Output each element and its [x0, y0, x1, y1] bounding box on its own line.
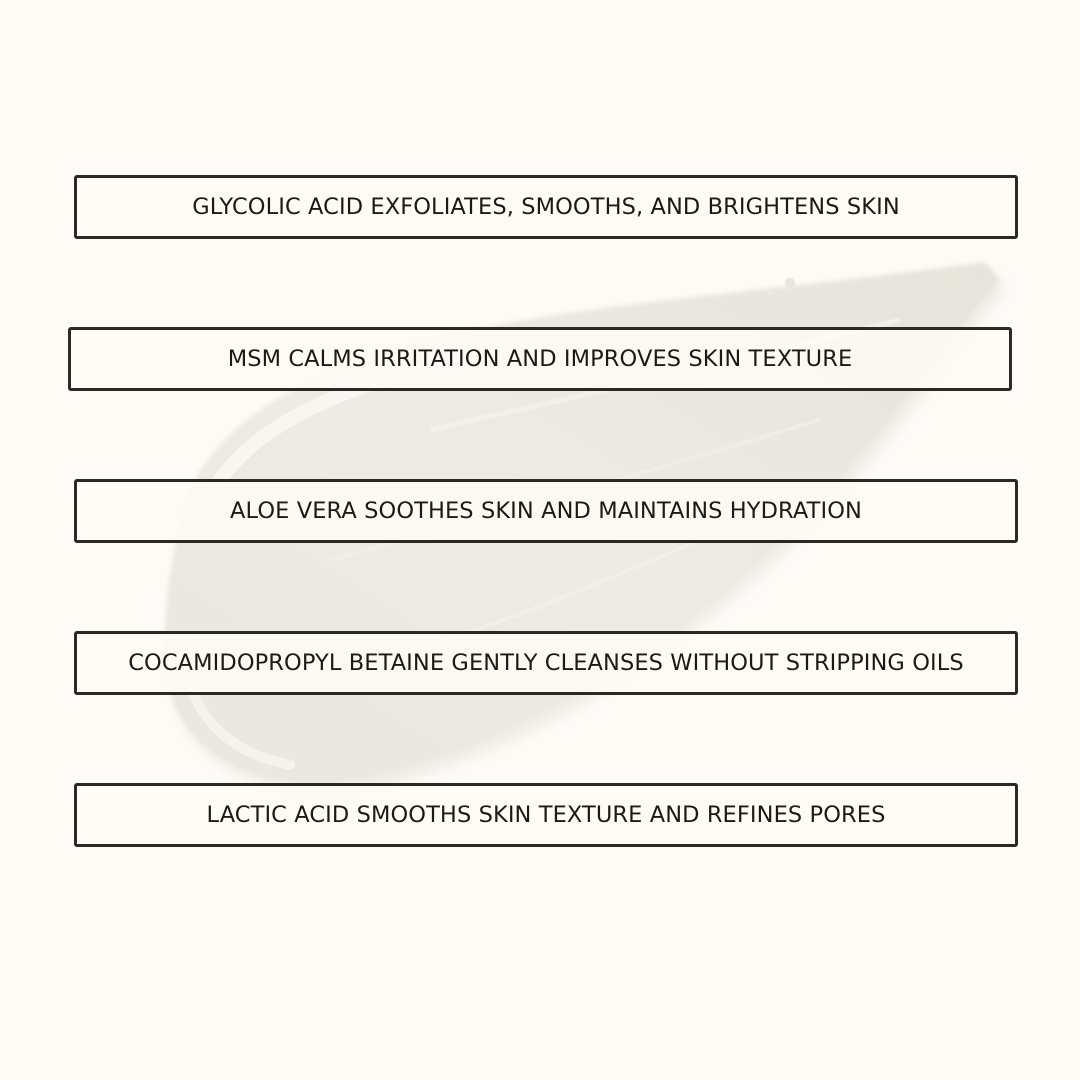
ingredient-box-aloe-vera [74, 479, 1018, 543]
ingredient-text: COCAMIDOPROPYL BETAINE GENTLY CLEANSES WITHOUT STRIPPING OILS [128, 650, 964, 676]
ingredient-box-msm [68, 327, 1012, 391]
ingredient-text: ALOE VERA SOOTHES SKIN AND MAINTAINS HYDRATION [230, 498, 862, 524]
ingredient-box-glycolic-acid [74, 175, 1018, 239]
ingredient-text: GLYCOLIC ACID EXFOLIATES, SMOOTHS, AND BRIGHTENS SKIN [192, 194, 900, 220]
ingredient-text: MSM CALMS IRRITATION AND IMPROVES SKIN TEXTURE [227, 346, 853, 372]
ingredient-box-cocamidopropyl-betaine [74, 631, 1018, 695]
ingredient-box-lactic-acid [74, 783, 1018, 847]
ingredient-text: LACTIC ACID SMOOTHS SKIN TEXTURE AND REFINES PORES [206, 802, 886, 828]
